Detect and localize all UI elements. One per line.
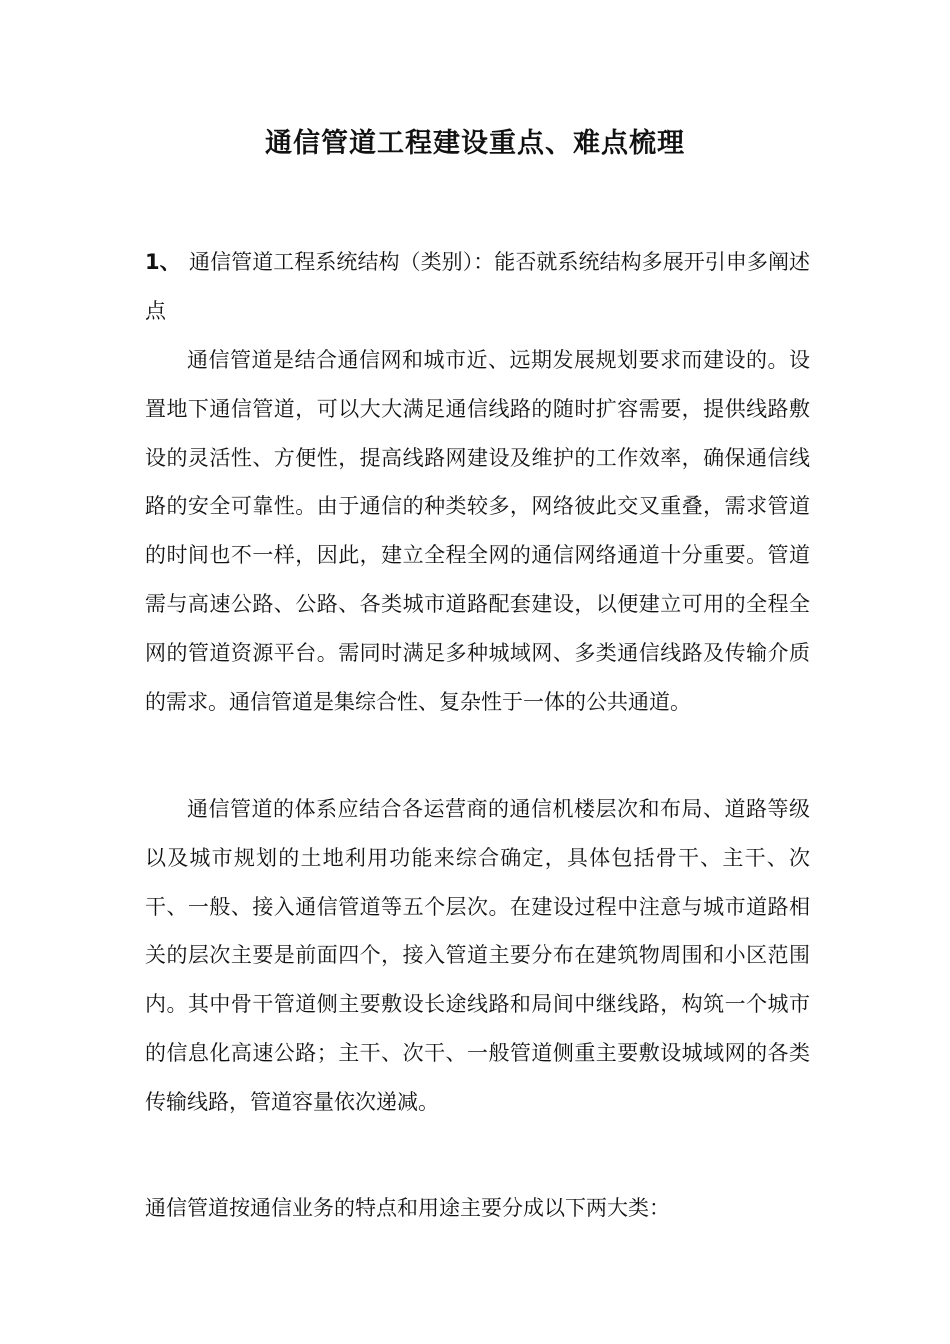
section-heading bbox=[145, 238, 810, 336]
paragraph-3: 通信管道按通信业务的特点和用途主要分成以下两大类： bbox=[145, 1196, 670, 1220]
paragraph-2: 通信管道的体系应结合各运营商的通信机楼层次和布局、道路等级以及城市规划的土地利用功能来综合确定，具体包括骨干、主干、次干、一般、接入通信管道等五个层次。在建设过程中注意与城市道路相关的层次主要是前面四个，接入管道主要分布在建筑物周围和小区范围内。其中骨干管道侧主要敷设长途线路和局间中继线路，构筑一个城市的信息化高速公路；主干、次干、一般管道侧重主要敷设城域网的各类传输线路，管道容量依次递减。 bbox=[145, 797, 810, 1114]
section-number: 1、 bbox=[145, 250, 181, 274]
section-heading-text: 通信管道工程系统结构（类别）：能否就系统结构多展开引申多阐述点 bbox=[145, 250, 810, 323]
document-title: 通信管道工程建设重点、难点梳理 bbox=[265, 128, 685, 159]
paragraph-1: 通信管道是结合通信网和城市近、远期发展规划要求而建设的。设置地下通信管道，可以大大满足通信线路的随时扩容需要，提供线路敷设的灵活性、方便性，提高线路网建设及维护的工作效率，确保通信线路的安全可靠性。由于通信的种类较多，网络彼此交叉重叠，需求管道的时间也不一样，因此，建立全程全网的通信网络通道十分重要。管道需与高速公路、公路、各类城市道路配套建设，以便建立可用的全程全网的管道资源平台。需同时满足多种城域网、多类通信线路及传输介质的需求。通信管道是集综合性、复杂性于一体的公共通道。 bbox=[145, 348, 810, 714]
